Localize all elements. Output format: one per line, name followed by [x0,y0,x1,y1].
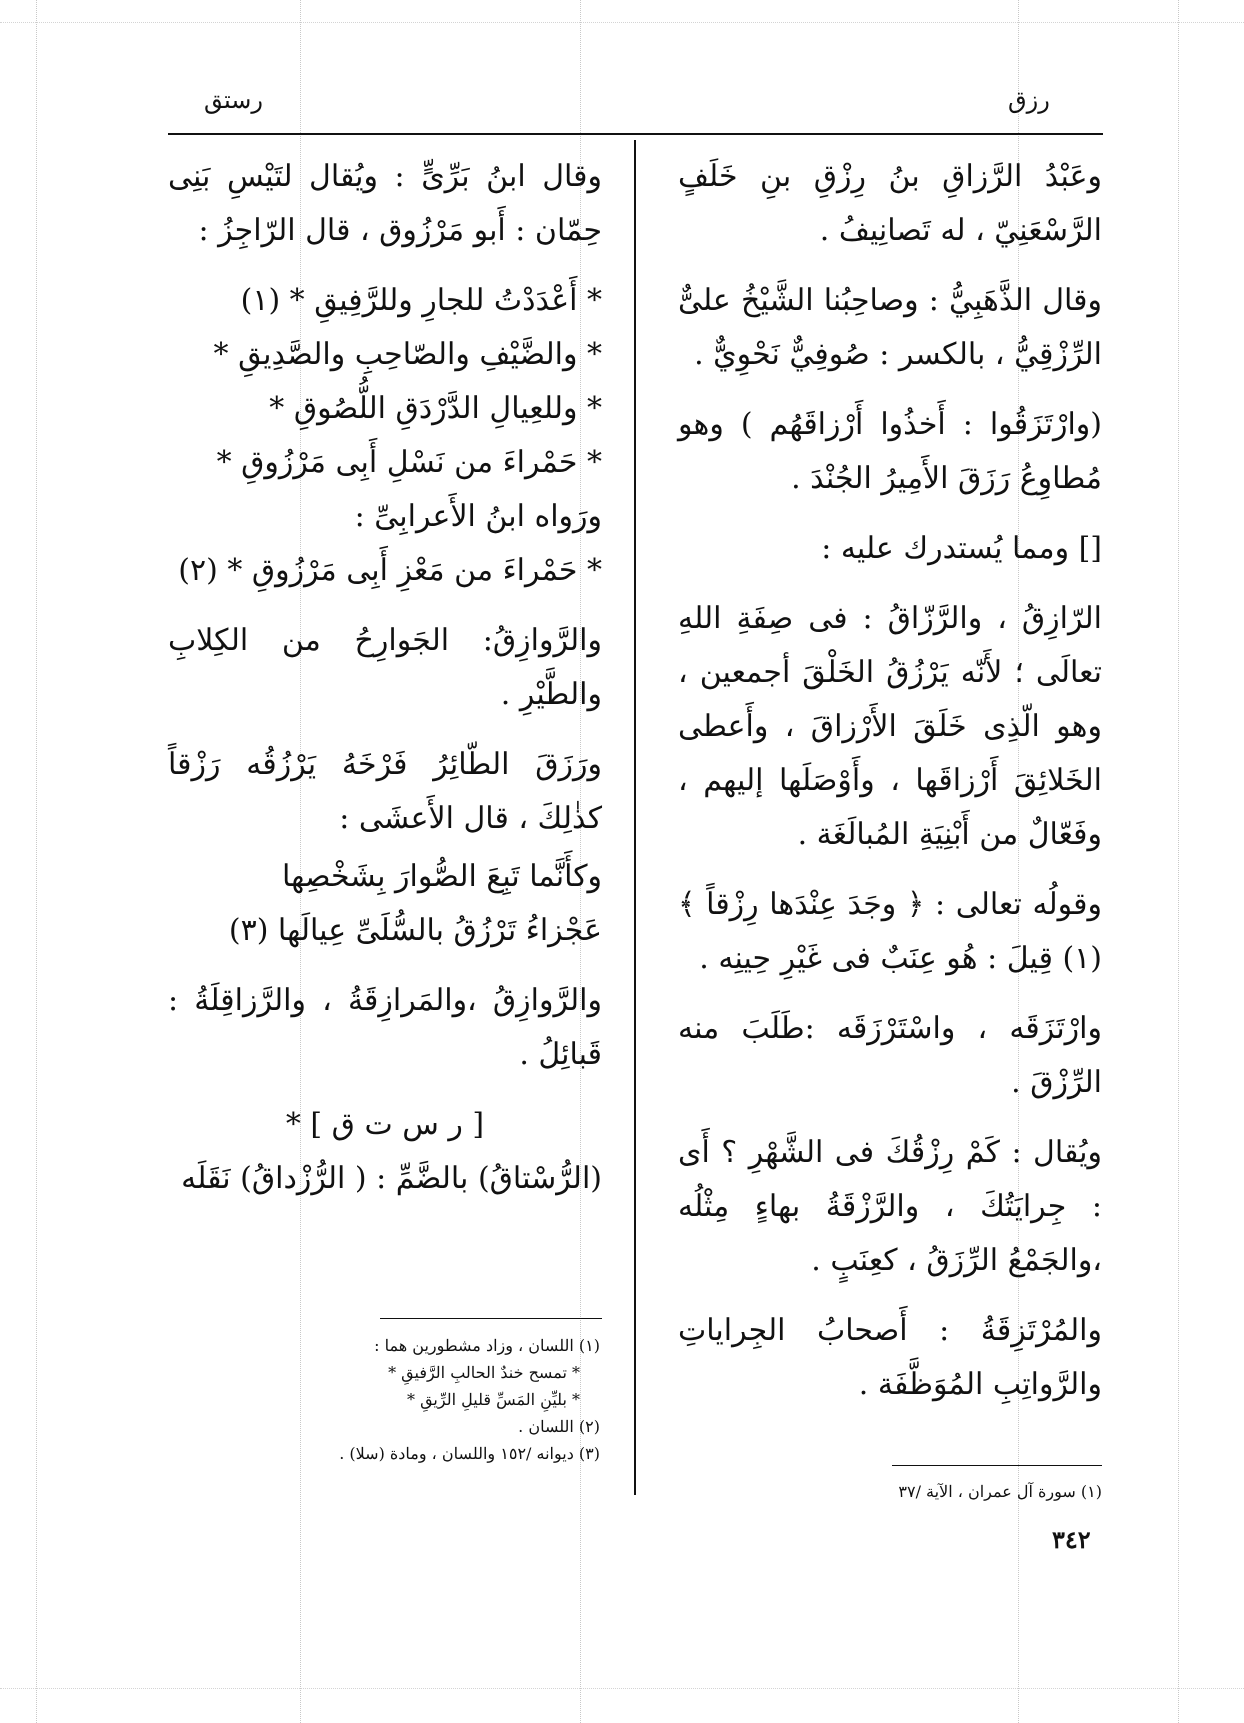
verse-line: * حَمْراءَ من مَعْزِ أَبِى مَرْزُوقِ * (٢) [178,553,602,588]
page-number: ٣٤٢ [1052,1525,1091,1554]
paragraph: (وارْتَزَقُوا : أَخذُوا أَرْزاقَهُم ) وهو مُطاوِعُ رَزَقَ الأَمِيرُ الجُنْدَ . [678,407,1102,496]
paragraph: وقولُه تعالى : ﴿ وجَدَ عِنْدَها رِزْقاً ﴾ (١) قِيلَ : هُو عِنَبٌ فى غَيْرِ حِينِه . [678,887,1102,976]
paragraph: وقال ابنُ بَرِّىٍّ : ويُقال لتَيْسِ بَنِى حِمّان : أَبو مَرْزُوق ، قال الرّاجِزُ : [168,159,602,248]
paragraph: الرّازِقُ ، والرَّزّاقُ : فى صِفَةِ اللهِ تعالَى ؛ لأَنّه يَرْزُقُ الخَلْقَ أجمعين ، وهو الّذِى خَلَقَ الأَرْزاقَ ، وأَعطى الخَلائِقَ أَرْزاقَها ، وأَوْصَلَها إليهم ، وفَعّالٌ من أَبْنِيَةِ المُبالَغَة . [678,601,1102,852]
footnote: (٢) اللسان . [518,1417,600,1436]
entry-heading: [ ر س ت ق ] * [285,1107,485,1142]
grid-line [1178,0,1179,1723]
footnote: (١) سورة آل عمران ، الآية /٣٧ [898,1482,1102,1501]
verse-line: عَجْزاءُ تَرْزُقُ بالسُّلَىِّ عِيالَها (٣) [228,913,602,948]
paragraph: [] ومما يُستدرك عليه : [821,531,1102,566]
header-right-word: رزق [1008,86,1050,114]
paragraph: والرَّوازِقُ: الجَوارِحُ من الكِلابِ والطَّيْرِ . [168,623,602,712]
verse-line: وكأَنَّما تَبِعَ الصُّوارَ بِشَخْصِها [282,859,602,894]
verse-line: * وللعِيالِ الدَّرْدَقِ اللُّصُوقِ * [269,391,602,426]
footnote-verse: * تمسح خندٌ الحالبِ الرَّفيقِ * [388,1363,580,1382]
footnote-verse: * بليِّنِ المَسِّ قليلِ الرِّيقِ * [407,1390,580,1409]
paragraph: ورَواه ابنُ الأَعرابِىِّ : [354,499,602,534]
column-divider [634,140,636,1495]
paragraph: والمُرْتَزِقَةُ : أَصحابُ الجِراياتِ والرَّواتِبِ المُوَظَّفَة . [678,1313,1102,1402]
header-left-word: رستق [204,86,263,114]
verse-line: * أَعْدَدْتُ للجارِ وللرَّفِيقِ * (١) [240,283,602,318]
right-footnotes [700,1478,1102,1505]
paragraph: ويُقال : كَمْ رِزْقُكَ فى الشَّهْرِ ؟ أَى : جِرايَتُكَ ، والرَّزْقَةُ بهاءٍ مِثْلُه ،والجَمْعُ الرِّزَقُ ، كعِنَبٍ . [678,1135,1102,1278]
paragraph: وعَبْدُ الرَّزاقِ بنُ رِزْقِ بنِ خَلَفٍ الرَّسْعَنِيّ ، له تَصانِيفُ . [678,159,1102,248]
grid-line [36,0,37,1723]
footnote-rule [380,1318,602,1319]
paragraph: والرَّوازِقُ ،والمَرازِقَةُ ، والرَّزاقِلَةُ : قَبائِلُ . [168,983,602,1072]
footnote: (٣) ديوانه /١٥٢ واللسان ، ومادة (سلا) . [339,1444,600,1463]
paragraph: وارْتَزَقَه ، واسْتَرْزَقَه :طَلَبَ منه الرِّزْقَ . [678,1011,1102,1100]
verse-line: * والضَّيْفِ والصّاحِبِ والصَّدِيقِ * [213,337,602,372]
footnote-rule [892,1465,1102,1466]
left-column [168,150,602,1222]
paragraph: وقال الذَّهَبِيُّ : وصاحِبُنا الشَّيْخُ علىٌّ الرِّزْقِيُّ ، بالكسر : صُوفِيٌّ نَحْوِيٌّ . [678,283,1102,372]
left-footnotes [180,1332,600,1467]
right-column [678,150,1102,1428]
grid-line [0,22,1244,23]
footnote: (١) اللسان ، وزاد مشطورين هما : [374,1336,600,1355]
paragraph: (الرُّسْتاقُ) بالضَّمِّ : ( الرُّزْداقُ) نَقَلَه [181,1161,602,1196]
grid-line [0,1688,1244,1689]
verse-line: * حَمْراءَ من نَسْلِ أَبِى مَرْزُوقِ * [216,445,602,480]
header-rule [168,133,1103,135]
paragraph: ورَزَقَ الطّائِرُ فَرْخَهُ يَرْزُقُه رَزْقاً كذٰلِكَ ، قال الأَعشَى : [168,747,602,836]
